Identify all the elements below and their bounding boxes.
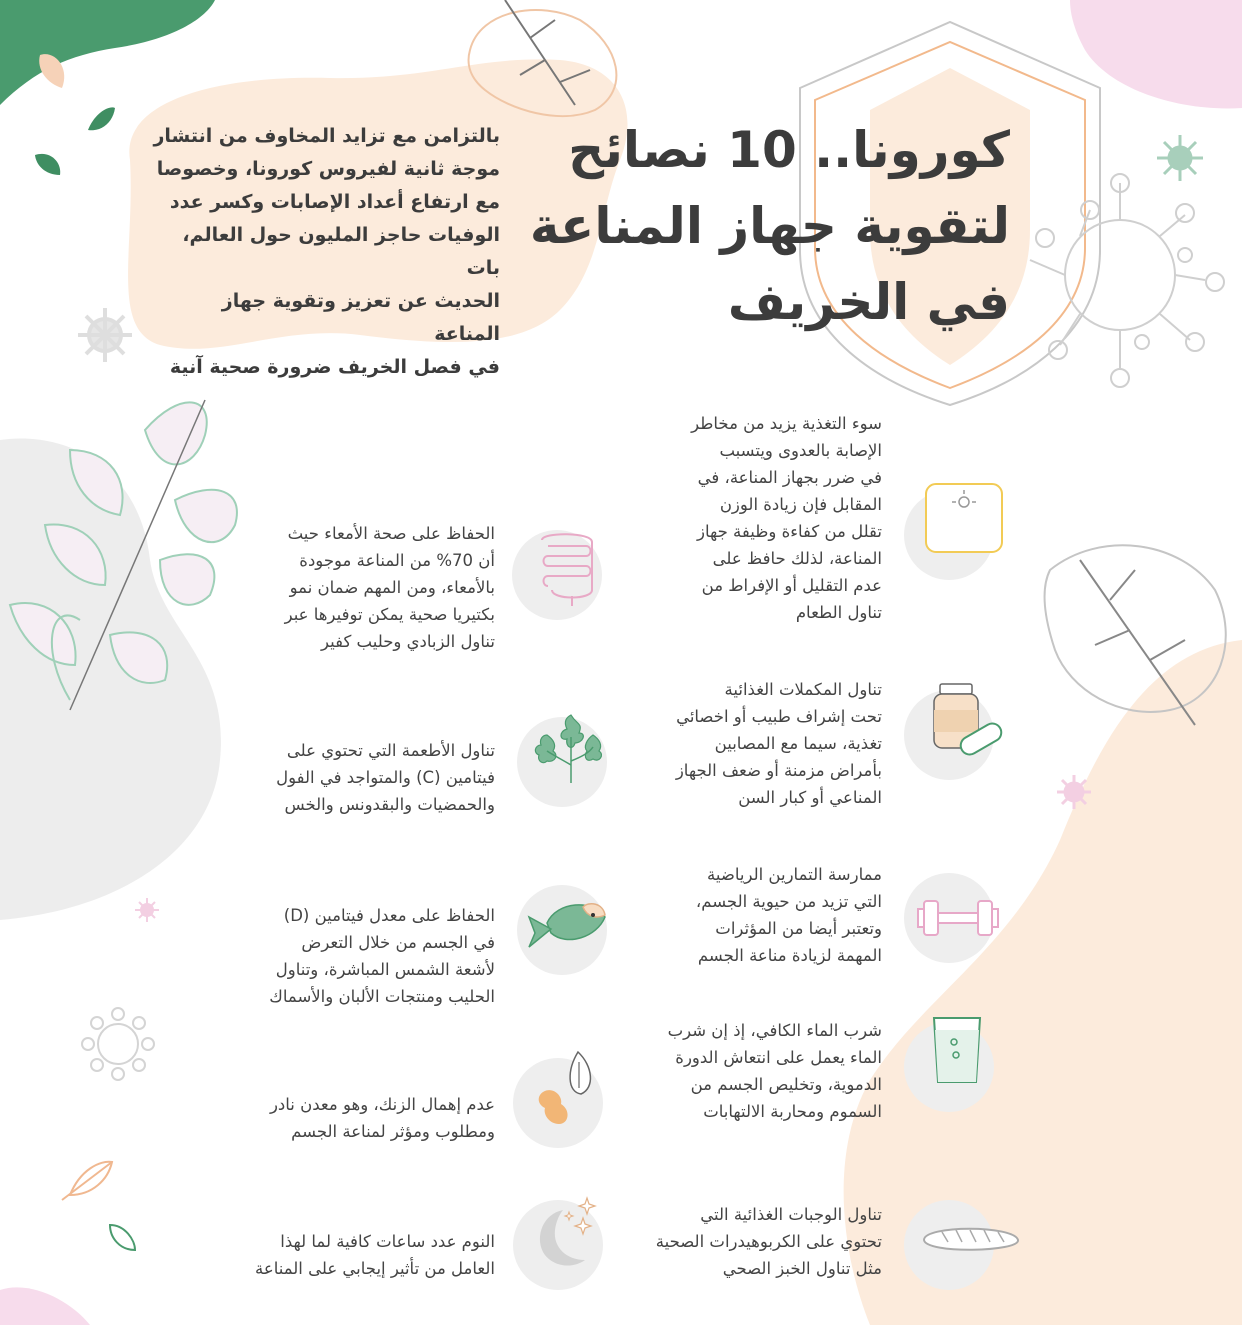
tip-carbs	[610, 1201, 882, 1282]
supplement-icon	[904, 690, 994, 780]
tip-line: تحتوي على الكربوهيدرات الصحية	[655, 1232, 882, 1251]
pink-virus-right	[1057, 775, 1091, 809]
intro-line: الوفيات حاجز المليون حول العالم، بات	[182, 224, 500, 279]
tip-line: أن 70% من المناعة موجودة	[299, 551, 495, 570]
small-green-virus	[1157, 135, 1203, 181]
virus-outline	[1030, 174, 1224, 387]
tip-line: لأشعة الشمس المباشرة، وتناول	[275, 960, 495, 979]
tip-line: في الجسم من خلال التعرض	[301, 933, 495, 952]
pink-bottom-blob	[0, 1287, 90, 1325]
tip-line: الحليب ومنتجات الألبان والأسماك	[269, 987, 495, 1006]
intro-line: موجة ثانية لفيروس كورونا، وخصوصا	[156, 158, 500, 180]
intro-line: في فصل الخريف ضرورة صحية آنية	[169, 356, 500, 378]
tip-supplements	[610, 676, 882, 811]
tip-line: شرب الماء الكافي، إذ إن شرب	[667, 1021, 882, 1040]
parsley-icon	[517, 717, 607, 807]
intro-line: مع ارتفاع أعداد الإصابات وكسر عدد	[169, 191, 500, 213]
tip-line: التي تزيد من حيوية الجسم،	[695, 892, 882, 911]
small-bottom-leaves	[62, 1162, 135, 1250]
tip-zinc	[210, 1091, 495, 1145]
tip-line: الماء يعمل على انتعاش الدورة	[675, 1048, 882, 1067]
tip-weight	[610, 410, 882, 626]
seeds-icon	[513, 1058, 603, 1148]
tip-line: الدموية، وتخليص الجسم من	[690, 1075, 882, 1094]
tip-line: تناول الطعام	[795, 603, 882, 622]
tip-line: المناعة، لذلك حافظ على	[712, 549, 882, 568]
gray-virus-left	[78, 308, 132, 362]
small-top-leaves	[35, 54, 115, 175]
title-line-3: في الخريف	[727, 273, 1010, 331]
tip-line: العامل من تأثير إيجابي على المناعة	[255, 1259, 495, 1278]
tip-line: بأمراض مزمنة أو ضعف الجهاز	[675, 761, 882, 780]
tip-line: المهمة لزيادة مناعة الجسم	[697, 946, 882, 965]
tip-line: السموم ومحاربة الالتهابات	[703, 1102, 882, 1121]
tip-line: تناول المكملات الغذائية	[724, 680, 882, 699]
dumbbell-icon	[904, 873, 994, 963]
pink-corner-blob	[1070, 0, 1242, 108]
tip-line: بالأمعاء، ومن المهم ضمان نمو	[289, 578, 495, 597]
fish-icon	[517, 885, 607, 975]
tip-line: الحفاظ على معدل فيتامين (D)	[283, 906, 495, 925]
bread-icon	[904, 1200, 994, 1290]
tip-line: الإصابة بالعدوى ويتسبب	[719, 441, 882, 460]
tip-line: في ضرر بجهاز المناعة، في	[697, 468, 882, 487]
tip-line: عدم إهمال الزنك، وهو معدن نادر	[269, 1095, 495, 1114]
tip-water	[610, 1017, 882, 1125]
tip-line: المناعي أو كبار السن	[738, 788, 882, 807]
tip-line: فيتامين (C) والمتواجد في الفول	[276, 768, 495, 787]
tip-line: تناول الزبادي وحليب كفير	[321, 632, 495, 651]
intro-paragraph	[150, 120, 500, 384]
tip-vitamin-d	[210, 902, 495, 1010]
tip-line: والحمضيات والبقدونس والخس	[284, 795, 495, 814]
water-glass-icon	[904, 1022, 994, 1112]
tip-line: تناول الأطعمة التي تحتوي على	[286, 741, 495, 760]
main-title	[520, 112, 1010, 340]
gray-virus-outline-left	[82, 1008, 154, 1080]
tip-line: ممارسة التمارين الرياضية	[707, 865, 882, 884]
tip-line: سوء التغذية يزيد من مخاطر	[691, 414, 882, 433]
scale-icon	[904, 490, 994, 580]
title-line-1: كورونا.. 10 نصائح	[568, 121, 1010, 179]
tip-line: الحفاظ على صحة الأمعاء حيث	[287, 524, 495, 543]
tip-line: تغذية، سيما مع المصابين	[714, 734, 882, 753]
tip-line: بكتيريا صحية يمكن توفيرها عبر	[284, 605, 495, 624]
tip-exercise	[610, 861, 882, 969]
tip-line: تناول الوجبات الغذائية التي	[700, 1205, 882, 1224]
intestine-icon	[512, 530, 602, 620]
moon-icon	[513, 1200, 603, 1290]
pink-virus-left	[135, 898, 159, 922]
tip-line: تقلل من كفاءة وظيفة جهاز	[697, 522, 882, 541]
green-corner-blob	[0, 0, 215, 105]
tip-line: المقابل فإن زيادة الوزن	[719, 495, 882, 514]
intro-line: الحديث عن تعزيز وتقوية جهاز المناعة	[221, 290, 500, 345]
tip-line: وتعتبر أيضا من المؤثرات	[715, 919, 882, 938]
tip-line: النوم عدد ساعات كافية لما لهذا	[280, 1232, 495, 1251]
tip-sleep	[210, 1228, 495, 1282]
intro-line: بالتزامن مع تزايد المخاوف من انتشار	[153, 125, 500, 147]
tip-line: عدم التقليل أو الإفراط من	[701, 576, 882, 595]
tip-line: مثل تناول الخبز الصحي	[722, 1259, 882, 1278]
title-line-2: لتقوية جهاز المناعة	[529, 197, 1010, 255]
tip-gut	[210, 520, 495, 655]
tip-vitamin-c	[210, 737, 495, 818]
tip-line: تحت إشراف طبيب أو اخصائي	[676, 707, 882, 726]
tip-line: ومطلوب ومؤثر لمناعة الجسم	[291, 1122, 495, 1141]
